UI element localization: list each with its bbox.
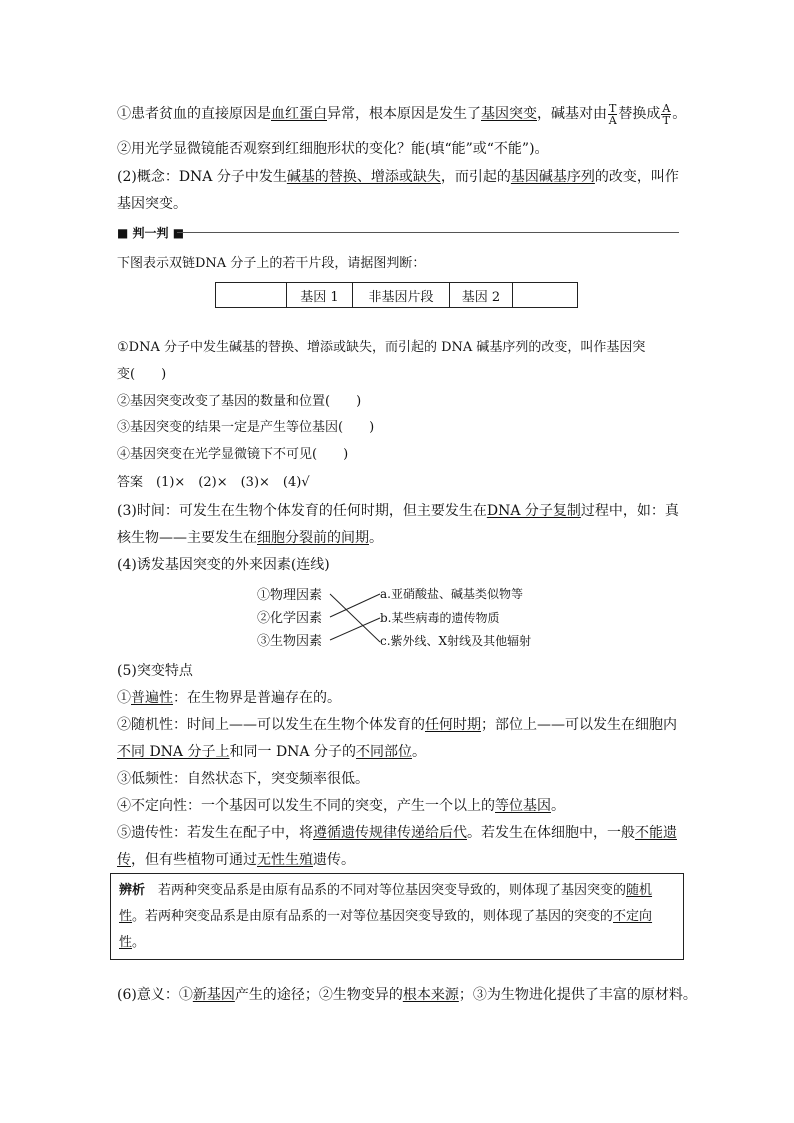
segment-cell: 基因 1 [287, 283, 353, 308]
feature-nondirectional [117, 792, 679, 820]
factor-chemical: ②化学因素 [257, 611, 323, 626]
segment-cell [513, 283, 578, 308]
text: 。若发生在体细胞中，一般 [467, 825, 635, 841]
text: 产生的途径；②生物变异的 [234, 987, 403, 1003]
underlined-term: 基因突变 [481, 106, 537, 122]
judge-item: ②基因突变改变了基因的数量和位置( ) [117, 394, 362, 409]
text: 的改变，叫作 [594, 169, 679, 185]
paragraph-features: (5)突变特点 [117, 663, 193, 679]
base-pair-fraction [608, 103, 617, 126]
underlined-term: 根本来源 [402, 987, 459, 1003]
text: ，而引起的 [440, 169, 511, 185]
text: (2)概念：DNA 分子中发生 [117, 169, 287, 185]
paragraph-concept-line2: 基因突变。 [117, 196, 187, 212]
text: 。 [551, 798, 565, 814]
paragraph-time-line2 [117, 524, 679, 552]
text: ：在生物界是普遍存在的。 [173, 690, 341, 706]
match-line [330, 594, 380, 617]
underlined-term: 不同部位 [356, 744, 412, 760]
segment-cell [216, 283, 287, 308]
underlined-term: 不同 DNA 分子上 [117, 744, 230, 760]
text: 。 [412, 744, 426, 760]
text: (6)意义：① [117, 987, 193, 1003]
factor-physical: ①物理因素 [257, 588, 323, 603]
underlined-term: 不能遗 [635, 825, 677, 841]
text: ④不定向性：一个基因可以发生不同的突变，产生一个以上的 [117, 798, 495, 814]
analysis-text [119, 878, 677, 956]
fraction-bottom: A [608, 113, 617, 127]
text: 。 [369, 530, 383, 546]
option-a: a.亚硝酸盐、碱基类似物等 [380, 587, 523, 601]
segment-cell: 基因 2 [450, 283, 513, 308]
text: (3)时间：可发生在生物个体发育的任何时期，但主要发生在 [117, 503, 487, 519]
text: 若两种突变品系是由原有品系的不同对等位基因突变导致的，则体现了基因突变的 [145, 883, 627, 898]
text: 。 [672, 106, 687, 122]
option-c: c.紫外线、X射线及其他辐射 [380, 634, 532, 648]
underlined-term: DNA 分子复制 [486, 503, 581, 519]
base-pair-fraction [661, 103, 671, 126]
text: 核生物——主要发生在 [117, 530, 257, 546]
underlined-term: 遵循遗传规律传递给后代 [313, 825, 467, 841]
paragraph-microscope: ②用光学显微镜能否观察到红细胞形状的变化？能(填“能”或“不能”)。 [117, 141, 549, 157]
paragraph-significance [117, 981, 697, 1009]
divider [177, 232, 679, 233]
text: 。 [132, 935, 146, 950]
dna-segment-table [215, 282, 578, 308]
judge-item: ①DNA 分子中发生碱基的替换、增添或缺失，而引起的 DNA 碱基序列的改变，叫作基因突 [117, 340, 646, 355]
text: ⑤遗传性：若发生在配子中，将 [117, 825, 313, 841]
factor-biological: ③生物因素 [257, 634, 323, 649]
judge-intro: 下图表示双链DNA 分子上的若干片段，请据图判断： [117, 256, 426, 271]
answer-line: 答案 (1)× (2)× (3)× (4)√ [117, 475, 310, 490]
match-line [330, 618, 380, 640]
paragraph-concept [117, 163, 679, 191]
text: 过程中，如：真 [580, 503, 679, 519]
underlined-term: 任何时期 [425, 717, 481, 733]
feature-heritability-line2 [117, 846, 679, 874]
underlined-term: 随机性 [119, 883, 653, 924]
text: ①患者贫血的直接原因是 [117, 106, 271, 122]
judge-item: ④基因突变在光学显微镜下不可见( ) [117, 447, 349, 462]
fraction-top: T [609, 101, 617, 115]
matching-lines [250, 580, 550, 652]
underlined-term: 传 [117, 852, 131, 868]
underlined-term: 无性生殖 [257, 852, 313, 868]
paragraph-time [117, 497, 679, 525]
option-b: b.某些病毒的遗传物质 [380, 611, 500, 625]
text: 和同一 DNA 分子的 [229, 744, 356, 760]
judge-item: ③基因突变的结果一定是产生等位基因( ) [117, 420, 375, 435]
text: ，但有些植物可通过 [131, 852, 257, 868]
underlined-term: 新基因 [192, 987, 235, 1003]
underlined-term: 等位基因 [495, 798, 551, 814]
feature-universality [117, 684, 679, 712]
fraction-top: A [662, 101, 671, 115]
feature-randomness [117, 711, 679, 739]
matching-diagram [250, 580, 550, 652]
text: ，碱基对由 [537, 106, 607, 122]
text: 替换成 [618, 106, 661, 122]
judge-item: 变( ) [117, 367, 167, 382]
match-line [330, 594, 380, 642]
feature-low-frequency: ③低频性：自然状态下，突变频率很低。 [117, 771, 369, 787]
paragraph-anemia-cause [117, 100, 687, 128]
section-judge-header [117, 224, 679, 240]
paragraph-factors: (4)诱发基因突变的外来因素(连线) [117, 557, 330, 573]
text: 异常，根本原因是发生了 [327, 106, 481, 122]
fraction-bottom: T [662, 113, 670, 127]
text: ；部位上——可以发生在细胞内 [481, 717, 677, 733]
underlined-term: 碱基的替换、增添或缺失 [286, 169, 441, 185]
section-title: ■ 判一判 ■ [117, 224, 190, 241]
segment-cell: 非基因片段 [353, 283, 450, 308]
analysis-label: 辨析 [119, 883, 146, 898]
feature-heritability [117, 819, 679, 847]
underlined-term: 血红蛋白 [271, 106, 327, 122]
text: 遗传。 [313, 852, 355, 868]
text: ②随机性：时间上——可以发生在生物个体发育的 [117, 717, 425, 733]
text: ① [117, 690, 131, 706]
text: 。若两种突变品系是由原有品系的一对等位基因突变导致的，则体现了基因的突变的 [132, 909, 614, 924]
text: ；③为生物进化提供了丰富的原材料。 [458, 987, 697, 1003]
section-title-text: 判一判 [132, 226, 169, 240]
underlined-term: 普遍性 [131, 690, 173, 706]
underlined-term: 细胞分裂前的间期 [257, 530, 369, 546]
underlined-term: 不定向性 [119, 909, 653, 950]
underlined-term: 基因碱基序列 [510, 169, 595, 185]
analysis-box [110, 873, 684, 960]
feature-randomness-line2 [117, 738, 679, 766]
